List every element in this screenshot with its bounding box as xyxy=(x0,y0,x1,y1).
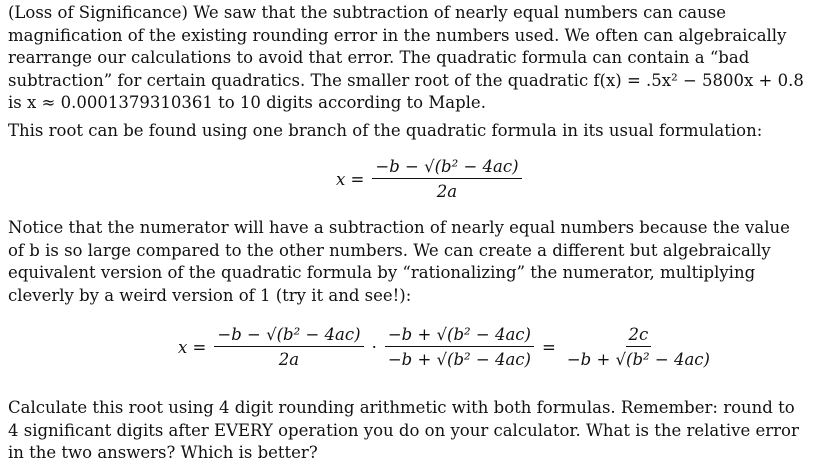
formula1-denominator: 2a xyxy=(436,182,458,201)
formula2-frac3-numerator: 2c xyxy=(626,325,652,347)
formulation-paragraph: This root can be found using one branch of the quadratic formula in its usual formulation: xyxy=(8,121,763,140)
task-paragraph: Calculate this root using 4 digit rounding arithmetic with both formulas. Remember: round to 4 significant digits after EVERY operation you do on your calculator. What is the relative error in the two answers? Which is better? xyxy=(8,398,799,462)
formula2-fraction-1 xyxy=(214,325,363,369)
formula2-frac2-numerator: −b + √(b² − 4ac) xyxy=(385,325,534,347)
intro-paragraph: (Loss of Significance) We saw that the subtraction of nearly equal numbers can cause magnification of the existing rounding error in the numbers used. We often can algebraically rearrange our calculations to avoid that error. The quadratic formula can contain a “bad subtraction” for certain quadratics. The smaller root of the quadratic f(x) = .5x² − 5800x + 0.8 is x ≈ 0.0001379310361 to 10 digits according to Maple. xyxy=(8,3,804,112)
quadratic-formula-minus-branch xyxy=(336,157,522,201)
formula2-frac3-denominator: −b + √(b² − 4ac) xyxy=(566,350,710,369)
formula2-fraction-3 xyxy=(564,325,713,369)
formula2-lhs: x = xyxy=(178,337,207,357)
rationalized-formula xyxy=(178,325,713,369)
formula2-fraction-2 xyxy=(385,325,534,369)
formula1-fraction xyxy=(372,157,521,201)
multiplication-dot: · xyxy=(371,337,377,357)
formula2-frac2-denominator: −b + √(b² − 4ac) xyxy=(387,350,531,369)
rationalizing-paragraph: Notice that the numerator will have a subtraction of nearly equal numbers because the value of b is so large compared to the other numbers. We can create a different but algebraically equivalent version of the quadratic formula by “rationalizing” the numerator, multiplying cleverly by a weird version of 1 (try it and see!): xyxy=(8,218,790,305)
formula2-equals: = xyxy=(541,337,556,357)
formula2-frac1-denominator: 2a xyxy=(278,350,300,369)
formula1-numerator: −b − √(b² − 4ac) xyxy=(372,157,521,179)
formula2-frac1-numerator: −b − √(b² − 4ac) xyxy=(214,325,363,347)
formula1-lhs: x = xyxy=(336,169,365,189)
